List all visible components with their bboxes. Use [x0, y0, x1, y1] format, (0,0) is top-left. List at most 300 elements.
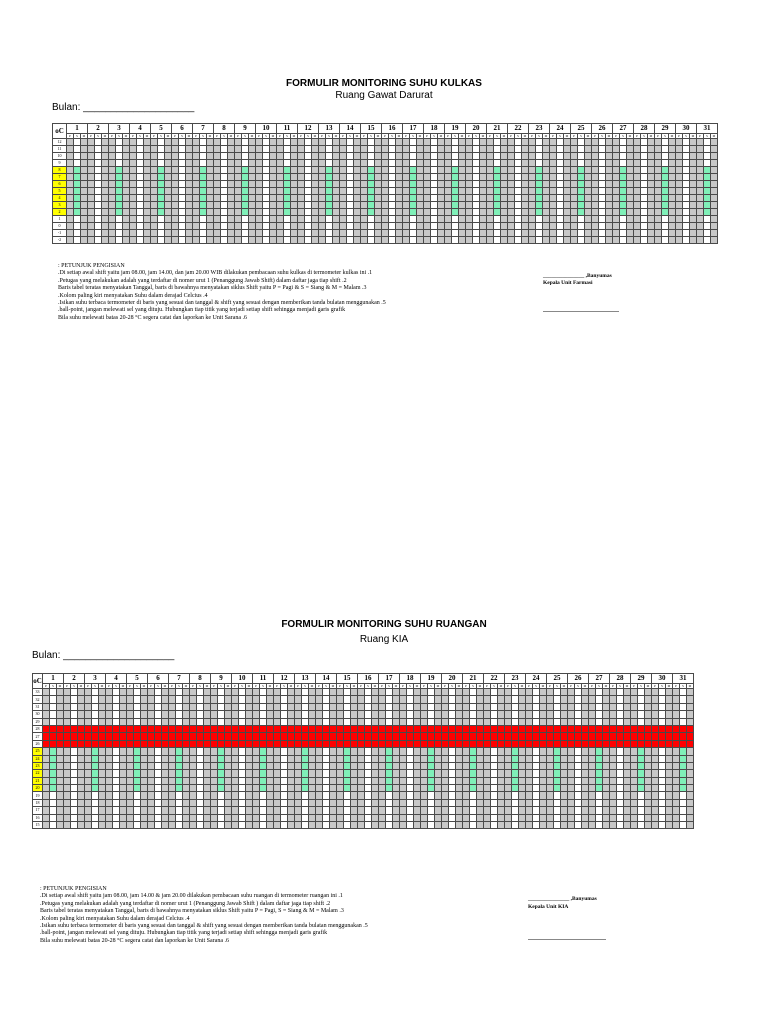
temperature-cell[interactable] — [137, 146, 144, 153]
temperature-cell[interactable] — [228, 209, 235, 216]
temperature-cell[interactable] — [316, 822, 323, 829]
temperature-cell[interactable] — [57, 785, 64, 792]
temperature-cell[interactable] — [109, 237, 116, 244]
temperature-cell[interactable] — [522, 216, 529, 223]
temperature-cell[interactable] — [127, 733, 134, 740]
temperature-cell[interactable] — [407, 696, 414, 703]
temperature-cell[interactable] — [302, 748, 309, 755]
temperature-cell[interactable] — [67, 216, 74, 223]
temperature-cell[interactable] — [319, 209, 326, 216]
temperature-cell[interactable] — [200, 216, 207, 223]
temperature-cell[interactable] — [116, 153, 123, 160]
temperature-cell[interactable] — [676, 230, 683, 237]
temperature-cell[interactable] — [281, 799, 288, 806]
temperature-cell[interactable] — [687, 755, 694, 762]
temperature-cell[interactable] — [344, 777, 351, 784]
temperature-cell[interactable] — [652, 822, 659, 829]
temperature-cell[interactable] — [375, 153, 382, 160]
temperature-cell[interactable] — [466, 167, 473, 174]
temperature-cell[interactable] — [610, 748, 617, 755]
temperature-cell[interactable] — [144, 202, 151, 209]
temperature-cell[interactable] — [592, 153, 599, 160]
temperature-cell[interactable] — [484, 740, 491, 747]
temperature-cell[interactable] — [186, 160, 193, 167]
temperature-cell[interactable] — [197, 777, 204, 784]
temperature-cell[interactable] — [106, 711, 113, 718]
temperature-cell[interactable] — [260, 755, 267, 762]
temperature-cell[interactable] — [599, 202, 606, 209]
temperature-cell[interactable] — [564, 195, 571, 202]
temperature-cell[interactable] — [253, 799, 260, 806]
temperature-cell[interactable] — [368, 181, 375, 188]
temperature-cell[interactable] — [375, 167, 382, 174]
temperature-cell[interactable] — [130, 223, 137, 230]
temperature-cell[interactable] — [466, 188, 473, 195]
temperature-cell[interactable] — [74, 160, 81, 167]
temperature-cell[interactable] — [561, 814, 568, 821]
temperature-cell[interactable] — [491, 777, 498, 784]
temperature-cell[interactable] — [494, 223, 501, 230]
temperature-cell[interactable] — [337, 703, 344, 710]
temperature-cell[interactable] — [141, 740, 148, 747]
temperature-cell[interactable] — [442, 792, 449, 799]
temperature-cell[interactable] — [239, 733, 246, 740]
temperature-cell[interactable] — [148, 777, 155, 784]
temperature-cell[interactable] — [323, 718, 330, 725]
temperature-cell[interactable] — [610, 792, 617, 799]
temperature-cell[interactable] — [393, 822, 400, 829]
temperature-cell[interactable] — [505, 762, 512, 769]
temperature-cell[interactable] — [687, 711, 694, 718]
temperature-cell[interactable] — [158, 216, 165, 223]
temperature-cell[interactable] — [697, 181, 704, 188]
temperature-cell[interactable] — [428, 703, 435, 710]
temperature-cell[interactable] — [529, 209, 536, 216]
temperature-cell[interactable] — [428, 777, 435, 784]
temperature-cell[interactable] — [260, 740, 267, 747]
temperature-cell[interactable] — [634, 160, 641, 167]
temperature-cell[interactable] — [81, 223, 88, 230]
temperature-cell[interactable] — [484, 792, 491, 799]
temperature-cell[interactable] — [267, 696, 274, 703]
temperature-cell[interactable] — [613, 209, 620, 216]
temperature-cell[interactable] — [396, 146, 403, 153]
temperature-cell[interactable] — [603, 807, 610, 814]
temperature-cell[interactable] — [554, 689, 561, 696]
temperature-cell[interactable] — [435, 711, 442, 718]
temperature-cell[interactable] — [228, 146, 235, 153]
temperature-cell[interactable] — [358, 748, 365, 755]
temperature-cell[interactable] — [225, 748, 232, 755]
temperature-cell[interactable] — [64, 703, 71, 710]
temperature-cell[interactable] — [228, 223, 235, 230]
temperature-cell[interactable] — [505, 696, 512, 703]
temperature-cell[interactable] — [165, 188, 172, 195]
temperature-cell[interactable] — [316, 807, 323, 814]
temperature-cell[interactable] — [414, 777, 421, 784]
temperature-cell[interactable] — [323, 807, 330, 814]
temperature-cell[interactable] — [162, 822, 169, 829]
temperature-cell[interactable] — [449, 799, 456, 806]
temperature-cell[interactable] — [249, 209, 256, 216]
temperature-cell[interactable] — [137, 216, 144, 223]
temperature-cell[interactable] — [340, 202, 347, 209]
temperature-cell[interactable] — [190, 696, 197, 703]
temperature-cell[interactable] — [232, 703, 239, 710]
temperature-cell[interactable] — [263, 139, 270, 146]
temperature-cell[interactable] — [78, 748, 85, 755]
temperature-cell[interactable] — [281, 755, 288, 762]
temperature-cell[interactable] — [568, 703, 575, 710]
temperature-cell[interactable] — [298, 153, 305, 160]
temperature-cell[interactable] — [680, 696, 687, 703]
temperature-cell[interactable] — [354, 202, 361, 209]
temperature-cell[interactable] — [659, 718, 666, 725]
temperature-cell[interactable] — [410, 195, 417, 202]
temperature-cell[interactable] — [624, 785, 631, 792]
temperature-cell[interactable] — [211, 777, 218, 784]
temperature-cell[interactable] — [186, 139, 193, 146]
temperature-cell[interactable] — [666, 807, 673, 814]
temperature-cell[interactable] — [235, 195, 242, 202]
temperature-cell[interactable] — [298, 209, 305, 216]
temperature-cell[interactable] — [571, 209, 578, 216]
temperature-cell[interactable] — [592, 195, 599, 202]
temperature-cell[interactable] — [417, 230, 424, 237]
temperature-cell[interactable] — [438, 216, 445, 223]
temperature-cell[interactable] — [515, 139, 522, 146]
temperature-cell[interactable] — [64, 689, 71, 696]
temperature-cell[interactable] — [683, 195, 690, 202]
temperature-cell[interactable] — [375, 209, 382, 216]
temperature-cell[interactable] — [470, 777, 477, 784]
temperature-cell[interactable] — [288, 696, 295, 703]
temperature-cell[interactable] — [498, 807, 505, 814]
temperature-cell[interactable] — [207, 174, 214, 181]
temperature-cell[interactable] — [648, 181, 655, 188]
temperature-cell[interactable] — [501, 153, 508, 160]
temperature-cell[interactable] — [106, 807, 113, 814]
temperature-cell[interactable] — [344, 792, 351, 799]
temperature-cell[interactable] — [284, 216, 291, 223]
temperature-cell[interactable] — [330, 814, 337, 821]
temperature-cell[interactable] — [473, 209, 480, 216]
temperature-cell[interactable] — [571, 167, 578, 174]
temperature-cell[interactable] — [673, 689, 680, 696]
temperature-cell[interactable] — [477, 703, 484, 710]
temperature-cell[interactable] — [536, 167, 543, 174]
temperature-cell[interactable] — [57, 740, 64, 747]
temperature-cell[interactable] — [158, 174, 165, 181]
temperature-cell[interactable] — [281, 785, 288, 792]
temperature-cell[interactable] — [253, 807, 260, 814]
temperature-cell[interactable] — [116, 209, 123, 216]
temperature-cell[interactable] — [144, 230, 151, 237]
temperature-cell[interactable] — [43, 822, 50, 829]
temperature-cell[interactable] — [554, 755, 561, 762]
temperature-cell[interactable] — [442, 748, 449, 755]
temperature-cell[interactable] — [309, 740, 316, 747]
temperature-cell[interactable] — [386, 799, 393, 806]
temperature-cell[interactable] — [95, 188, 102, 195]
temperature-cell[interactable] — [417, 160, 424, 167]
temperature-cell[interactable] — [57, 799, 64, 806]
temperature-cell[interactable] — [340, 237, 347, 244]
temperature-cell[interactable] — [239, 740, 246, 747]
temperature-cell[interactable] — [260, 718, 267, 725]
temperature-cell[interactable] — [557, 167, 564, 174]
temperature-cell[interactable] — [641, 202, 648, 209]
temperature-cell[interactable] — [627, 146, 634, 153]
temperature-cell[interactable] — [232, 770, 239, 777]
temperature-cell[interactable] — [655, 167, 662, 174]
temperature-cell[interactable] — [382, 188, 389, 195]
temperature-cell[interactable] — [386, 755, 393, 762]
temperature-cell[interactable] — [501, 139, 508, 146]
temperature-cell[interactable] — [501, 216, 508, 223]
month-field[interactable]: Bulan: ____________________ — [52, 102, 195, 113]
temperature-cell[interactable] — [337, 733, 344, 740]
temperature-cell[interactable] — [459, 188, 466, 195]
temperature-cell[interactable] — [410, 174, 417, 181]
temperature-cell[interactable] — [193, 174, 200, 181]
temperature-cell[interactable] — [533, 725, 540, 732]
temperature-cell[interactable] — [74, 167, 81, 174]
temperature-cell[interactable] — [704, 223, 711, 230]
temperature-cell[interactable] — [186, 216, 193, 223]
temperature-cell[interactable] — [246, 703, 253, 710]
temperature-cell[interactable] — [260, 689, 267, 696]
temperature-cell[interactable] — [242, 216, 249, 223]
temperature-cell[interactable] — [414, 799, 421, 806]
temperature-cell[interactable] — [134, 689, 141, 696]
temperature-cell[interactable] — [666, 703, 673, 710]
temperature-cell[interactable] — [606, 195, 613, 202]
temperature-cell[interactable] — [501, 237, 508, 244]
temperature-cell[interactable] — [235, 181, 242, 188]
temperature-cell[interactable] — [386, 770, 393, 777]
temperature-cell[interactable] — [57, 718, 64, 725]
temperature-cell[interactable] — [687, 785, 694, 792]
temperature-cell[interactable] — [186, 181, 193, 188]
temperature-cell[interactable] — [659, 733, 666, 740]
temperature-cell[interactable] — [249, 160, 256, 167]
temperature-cell[interactable] — [270, 230, 277, 237]
temperature-cell[interactable] — [95, 230, 102, 237]
temperature-cell[interactable] — [638, 689, 645, 696]
temperature-cell[interactable] — [445, 202, 452, 209]
temperature-cell[interactable] — [228, 216, 235, 223]
temperature-cell[interactable] — [662, 160, 669, 167]
temperature-cell[interactable] — [382, 195, 389, 202]
temperature-cell[interactable] — [561, 711, 568, 718]
temperature-cell[interactable] — [375, 181, 382, 188]
temperature-cell[interactable] — [260, 733, 267, 740]
temperature-cell[interactable] — [596, 822, 603, 829]
temperature-cell[interactable] — [85, 703, 92, 710]
temperature-cell[interactable] — [554, 718, 561, 725]
temperature-cell[interactable] — [435, 755, 442, 762]
temperature-cell[interactable] — [610, 725, 617, 732]
temperature-cell[interactable] — [225, 785, 232, 792]
temperature-cell[interactable] — [316, 711, 323, 718]
temperature-cell[interactable] — [449, 785, 456, 792]
temperature-cell[interactable] — [396, 216, 403, 223]
temperature-cell[interactable] — [137, 223, 144, 230]
temperature-cell[interactable] — [638, 733, 645, 740]
temperature-cell[interactable] — [631, 718, 638, 725]
temperature-cell[interactable] — [519, 822, 526, 829]
temperature-cell[interactable] — [620, 167, 627, 174]
temperature-cell[interactable] — [246, 689, 253, 696]
temperature-cell[interactable] — [526, 689, 533, 696]
temperature-cell[interactable] — [99, 740, 106, 747]
temperature-cell[interactable] — [295, 755, 302, 762]
temperature-cell[interactable] — [687, 762, 694, 769]
temperature-cell[interactable] — [323, 799, 330, 806]
temperature-cell[interactable] — [655, 230, 662, 237]
temperature-cell[interactable] — [127, 696, 134, 703]
temperature-cell[interactable] — [368, 230, 375, 237]
temperature-cell[interactable] — [547, 777, 554, 784]
temperature-cell[interactable] — [582, 814, 589, 821]
temperature-cell[interactable] — [183, 777, 190, 784]
temperature-cell[interactable] — [151, 188, 158, 195]
temperature-cell[interactable] — [592, 230, 599, 237]
temperature-cell[interactable] — [242, 188, 249, 195]
temperature-cell[interactable] — [501, 160, 508, 167]
temperature-cell[interactable] — [344, 807, 351, 814]
temperature-cell[interactable] — [592, 188, 599, 195]
temperature-cell[interactable] — [88, 230, 95, 237]
temperature-cell[interactable] — [207, 167, 214, 174]
temperature-cell[interactable] — [655, 139, 662, 146]
temperature-cell[interactable] — [120, 725, 127, 732]
temperature-cell[interactable] — [351, 792, 358, 799]
temperature-cell[interactable] — [596, 725, 603, 732]
temperature-cell[interactable] — [473, 167, 480, 174]
temperature-cell[interactable] — [57, 748, 64, 755]
temperature-cell[interactable] — [624, 696, 631, 703]
temperature-cell[interactable] — [295, 777, 302, 784]
temperature-cell[interactable] — [463, 770, 470, 777]
temperature-cell[interactable] — [529, 167, 536, 174]
temperature-cell[interactable] — [417, 216, 424, 223]
temperature-cell[interactable] — [197, 718, 204, 725]
temperature-cell[interactable] — [99, 807, 106, 814]
temperature-cell[interactable] — [50, 777, 57, 784]
temperature-cell[interactable] — [316, 740, 323, 747]
temperature-cell[interactable] — [407, 770, 414, 777]
temperature-cell[interactable] — [550, 223, 557, 230]
temperature-cell[interactable] — [403, 195, 410, 202]
temperature-cell[interactable] — [277, 237, 284, 244]
temperature-cell[interactable] — [620, 160, 627, 167]
temperature-cell[interactable] — [123, 230, 130, 237]
temperature-cell[interactable] — [256, 223, 263, 230]
temperature-cell[interactable] — [704, 188, 711, 195]
temperature-cell[interactable] — [368, 160, 375, 167]
temperature-cell[interactable] — [400, 785, 407, 792]
temperature-cell[interactable] — [333, 209, 340, 216]
temperature-cell[interactable] — [421, 703, 428, 710]
temperature-cell[interactable] — [599, 209, 606, 216]
temperature-cell[interactable] — [554, 770, 561, 777]
temperature-cell[interactable] — [561, 762, 568, 769]
temperature-cell[interactable] — [512, 799, 519, 806]
temperature-cell[interactable] — [204, 799, 211, 806]
temperature-cell[interactable] — [246, 777, 253, 784]
temperature-cell[interactable] — [676, 146, 683, 153]
temperature-cell[interactable] — [582, 748, 589, 755]
temperature-cell[interactable] — [309, 807, 316, 814]
temperature-cell[interactable] — [473, 160, 480, 167]
temperature-cell[interactable] — [260, 807, 267, 814]
temperature-cell[interactable] — [645, 785, 652, 792]
month-field[interactable]: Bulan: ____________________ — [32, 650, 175, 661]
temperature-cell[interactable] — [480, 153, 487, 160]
temperature-cell[interactable] — [424, 146, 431, 153]
temperature-cell[interactable] — [85, 814, 92, 821]
temperature-cell[interactable] — [512, 725, 519, 732]
temperature-cell[interactable] — [200, 195, 207, 202]
temperature-cell[interactable] — [106, 770, 113, 777]
temperature-cell[interactable] — [81, 153, 88, 160]
temperature-cell[interactable] — [323, 762, 330, 769]
temperature-cell[interactable] — [463, 711, 470, 718]
temperature-cell[interactable] — [512, 822, 519, 829]
temperature-cell[interactable] — [270, 209, 277, 216]
temperature-cell[interactable] — [435, 762, 442, 769]
temperature-cell[interactable] — [627, 139, 634, 146]
temperature-cell[interactable] — [494, 174, 501, 181]
temperature-cell[interactable] — [242, 195, 249, 202]
temperature-cell[interactable] — [148, 785, 155, 792]
temperature-cell[interactable] — [85, 755, 92, 762]
temperature-cell[interactable] — [109, 160, 116, 167]
temperature-cell[interactable] — [270, 195, 277, 202]
temperature-cell[interactable] — [687, 777, 694, 784]
temperature-cell[interactable] — [99, 748, 106, 755]
temperature-cell[interactable] — [533, 696, 540, 703]
temperature-cell[interactable] — [484, 689, 491, 696]
temperature-cell[interactable] — [305, 230, 312, 237]
temperature-cell[interactable] — [603, 718, 610, 725]
temperature-cell[interactable] — [291, 230, 298, 237]
temperature-cell[interactable] — [554, 748, 561, 755]
temperature-cell[interactable] — [491, 755, 498, 762]
temperature-cell[interactable] — [379, 777, 386, 784]
temperature-cell[interactable] — [515, 160, 522, 167]
temperature-cell[interactable] — [624, 755, 631, 762]
temperature-cell[interactable] — [127, 822, 134, 829]
temperature-cell[interactable] — [351, 711, 358, 718]
temperature-cell[interactable] — [680, 725, 687, 732]
temperature-cell[interactable] — [323, 748, 330, 755]
temperature-cell[interactable] — [582, 785, 589, 792]
temperature-cell[interactable] — [274, 807, 281, 814]
temperature-cell[interactable] — [347, 237, 354, 244]
temperature-cell[interactable] — [232, 814, 239, 821]
temperature-cell[interactable] — [690, 195, 697, 202]
temperature-cell[interactable] — [673, 792, 680, 799]
temperature-cell[interactable] — [288, 770, 295, 777]
temperature-cell[interactable] — [438, 146, 445, 153]
temperature-cell[interactable] — [421, 792, 428, 799]
temperature-cell[interactable] — [659, 740, 666, 747]
temperature-cell[interactable] — [638, 792, 645, 799]
temperature-cell[interactable] — [365, 740, 372, 747]
